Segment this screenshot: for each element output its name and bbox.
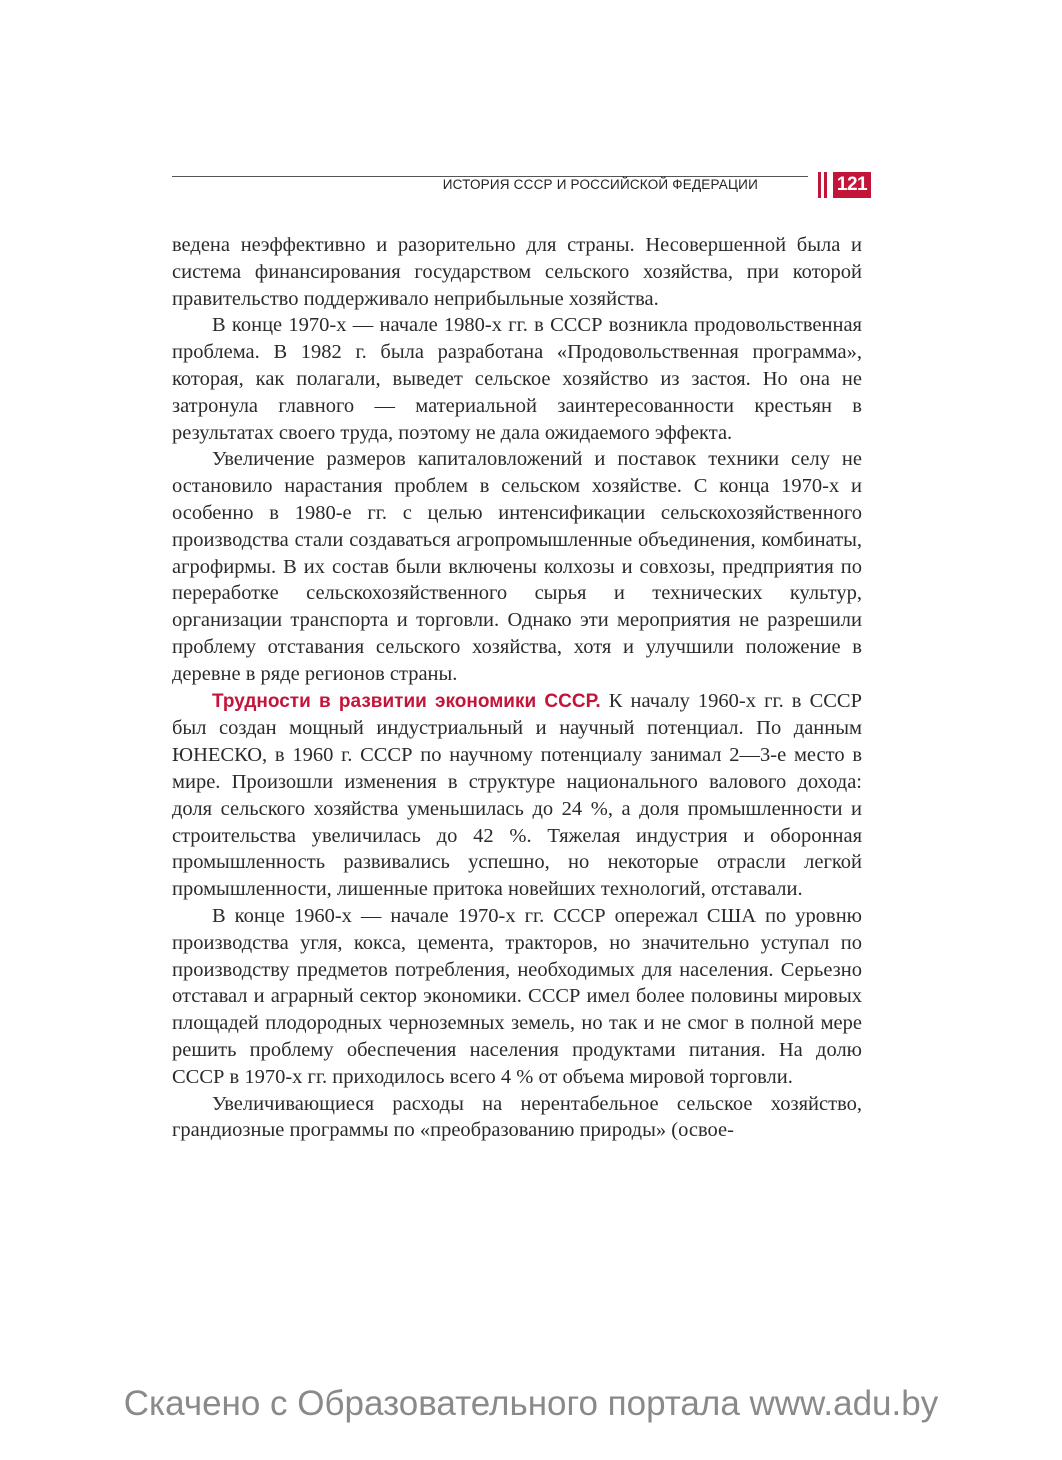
running-header-title: ИСТОРИЯ СССР И РОССИЙСКОЙ ФЕДЕРАЦИИ [442, 177, 758, 192]
paragraph: Увеличение размеров капиталовложений и поставок техники селу не остановило нарастания проблем в сельском хозяйстве. С конца 1970-х и особенно в 1980-е гг. с целью интенсификации сельскохозяйственного производства стали создаваться агропромышленные объединения, комбинаты, агрофирмы. В их состав были включены колхозы и совхозы, предприятия по переработке сельскохозяйственного сырья и технических культур, организации транспорта и торговли. Однако эти мероприятия не разрешили проблему отставания сельского хозяйства, хотя и улучшили положение в деревне в ряде регионов страны. [172, 448, 862, 685]
page-number: 121 [833, 172, 871, 198]
running-header [172, 168, 868, 200]
paragraph: В конце 1960-х — начале 1970-х гг. СССР опережал США по уровню производства угля, кокса, цемента, тракторов, но значительно уступал по производству предметов потребления, необходимых для населения. Серьезно отставал и аграрный сектор экономики. СССР имел более половины мировых площадей плодородных черноземных земель, но так и не смог в полной мере решить проблему обеспечения населения продуктами питания. На долю СССР в 1970-х гг. приходилось всего 4 % от объема мировой торговли. [172, 904, 862, 1088]
download-watermark: Скачено с Образовательного портала www.adu.by [123, 1384, 939, 1423]
header-accent-bar [824, 172, 827, 198]
header-accent-bars [818, 172, 830, 198]
section-heading: Трудности в развитии экономики СССР. [212, 690, 601, 712]
paragraph: ведена неэффективно и разорительно для страны. Несовершенной была и система финансирования государством сельского хозяйства, при которой правительство поддерживало неприбыльные хозяйства. [172, 234, 862, 310]
paragraph: В конце 1970-х — начале 1980-х гг. в СССР возникла продовольственная проблема. В 1982 г. была разработана «Продовольственная программа», которая, как полагали, выведет сельское хозяйство из застоя. Но она не затронула главного — материальной заинтересованности крестьян в результатах своего труда, поэтому не дала ожидаемого эффекта. [172, 314, 862, 444]
paragraph-text: К началу 1960-х гг. в СССР был создан мощный индустриальный и научный потенциал. По данным ЮНЕСКО, в 1960 г. СССР по научному потенциалу занимал 2—3-е место в мире. Произошли изменения в структуре национального валового дохода: доля сельского хозяйства уменьшилась до 24 %, а доля промышленности и строительства увеличилась до 42 %. Тяжелая индустрия и оборонная промышленность развивались успешно, но некоторые отрасли легкой промышленности, лишенные притока новейших технологий, отставали. [172, 689, 862, 901]
paragraph: Увеличивающиеся расходы на нерентабельное сельское хозяйство, грандиозные программы по «преобразованию природы» (освое- [172, 1092, 862, 1142]
paragraph [172, 688, 862, 903]
header-accent-bar [818, 172, 821, 198]
body-text [172, 232, 862, 1144]
